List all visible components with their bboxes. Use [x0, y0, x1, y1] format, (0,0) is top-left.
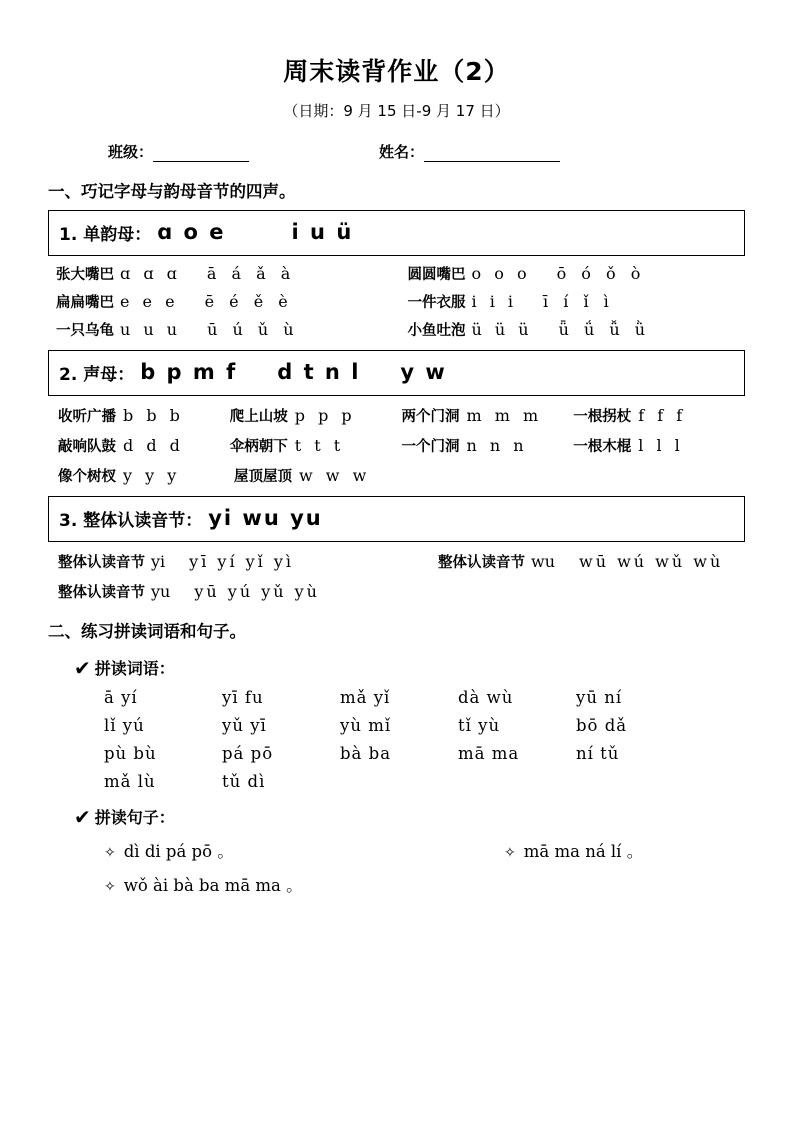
word-cell: ā yí	[104, 688, 138, 707]
sentences-subheading-label: 拼读句子：	[94, 808, 175, 827]
pinyin-tones: yū yú yǔ yù	[194, 582, 320, 601]
word-cell: pá pō	[222, 744, 274, 763]
mnemonic-text: 圆圆嘴巴	[407, 267, 466, 283]
mnemonic-text: 小鱼吐泡	[407, 323, 466, 339]
name-field[interactable]	[379, 141, 560, 162]
pinyin-letters: i i i	[471, 292, 518, 311]
mnemonic-cell	[394, 319, 746, 340]
table-row	[104, 716, 745, 735]
pinyin-tones: yī yí yǐ yì	[189, 552, 295, 571]
mnemonic-cell	[573, 405, 745, 426]
pinyin-letters: e e e	[120, 292, 179, 311]
pinyin-letters: w w w	[299, 466, 371, 485]
class-label: 班级：	[108, 143, 154, 161]
mnemonic-text: 一只乌龟	[56, 323, 114, 339]
mnemonic-text: 一个门洞	[401, 439, 460, 455]
pinyin-letters: u u u	[120, 320, 182, 339]
box-3-label: 3. 整体认读音节：	[59, 510, 203, 531]
mnemonic-text: 两个门洞	[401, 409, 460, 425]
syllable-cell	[58, 581, 438, 602]
word-cell: yī fu	[222, 688, 264, 707]
box-whole-syllables	[48, 496, 745, 542]
mnemonic-cell	[573, 435, 745, 456]
mnemonic-text: 扁扁嘴巴	[56, 295, 114, 311]
word-cell: tǔ dì	[222, 772, 266, 791]
mnemonic-text: 整体认读音节	[58, 555, 145, 571]
diamond-icon: ✧	[104, 845, 116, 861]
student-info-row	[48, 141, 745, 162]
page-title: 周末读背作业（2）	[283, 57, 510, 86]
mnemonic-cell	[230, 405, 402, 426]
table-row	[48, 263, 745, 284]
box-1-letters-b: i u ü	[291, 220, 354, 244]
word-grid	[104, 688, 745, 791]
box-1-letters-a: ɑ o e	[157, 220, 226, 244]
table-row	[48, 291, 745, 312]
mnemonic-text: 整体认读音节	[58, 585, 145, 601]
box-3-letters: yi wu yu	[208, 506, 323, 530]
mnemonic-cell	[402, 405, 574, 426]
section-1-heading: 一、巧记字母与韵母音节的四声。	[48, 182, 296, 201]
pinyin-letters: n n n	[466, 436, 528, 455]
box-single-finals	[48, 210, 745, 256]
pinyin-letters: o o o	[471, 264, 531, 283]
mnemonic-text: 一根木棍	[573, 439, 632, 455]
diamond-icon: ✧	[504, 845, 516, 861]
table-row	[48, 435, 745, 456]
mnemonic-text: 爬上山坡	[229, 409, 288, 425]
mnemonic-cell	[58, 435, 230, 456]
sentence-list	[104, 838, 745, 896]
sentence-text: dì di pá pō 。	[123, 842, 234, 861]
table-row	[104, 772, 745, 791]
name-blank[interactable]	[424, 147, 560, 162]
box-initials	[48, 350, 745, 396]
word-cell: lǐ yú	[104, 716, 145, 735]
words-subheading	[74, 656, 745, 679]
sentence-text: mā ma ná lí 。	[523, 842, 644, 861]
box-1-label: 1. 单韵母：	[59, 224, 152, 245]
mnemonic-text: 收听广播	[58, 409, 116, 425]
pinyin-letters: wu	[531, 552, 555, 571]
mnemonic-text: 伞柄朝下	[229, 439, 288, 455]
mnemonic-text: 敲响队鼓	[58, 439, 116, 455]
single-finals-rows	[48, 263, 745, 340]
mnemonic-cell	[58, 465, 234, 486]
table-row	[104, 872, 745, 896]
syllable-cell	[438, 551, 723, 572]
word-cell: mǎ lù	[104, 772, 156, 791]
syllable-cell	[58, 551, 438, 572]
sentence-item	[104, 838, 504, 862]
mnemonic-text: 一根拐杖	[573, 409, 632, 425]
word-cell: bà ba	[340, 744, 392, 763]
mnemonic-cell	[48, 319, 394, 340]
word-cell: tǐ yù	[458, 716, 501, 735]
pinyin-tones: ō ó ǒ ò	[556, 264, 646, 283]
word-cell: pù bù	[104, 744, 157, 763]
word-cell: yù mǐ	[340, 716, 392, 735]
sentence-text: wǒ ài bà ba mā ma 。	[123, 876, 303, 895]
mnemonic-cell	[48, 291, 394, 312]
box-2-label: 2. 声母：	[59, 364, 135, 385]
mnemonic-text: 像个树杈	[58, 469, 116, 485]
table-row	[48, 581, 745, 602]
sentence-item	[504, 838, 643, 862]
pinyin-tones: ā á ǎ à	[206, 264, 296, 283]
class-blank[interactable]	[153, 147, 249, 162]
pinyin-letters: ɑ ɑ ɑ	[120, 264, 181, 283]
spacer	[249, 141, 379, 162]
mnemonic-cell	[234, 465, 410, 486]
initials-rows	[48, 405, 745, 486]
mnemonic-text: 一件衣服	[407, 295, 466, 311]
word-cell: mǎ yǐ	[340, 688, 391, 707]
pinyin-tones: ǖ ǘ ǚ ǜ	[558, 320, 651, 339]
pinyin-letters: f f f	[638, 406, 687, 425]
mnemonic-cell	[394, 263, 746, 284]
pinyin-letters: b b b	[123, 406, 184, 425]
word-cell: ní tǔ	[576, 744, 620, 763]
table-row	[48, 405, 745, 426]
pinyin-tones: wū wú wǔ wù	[579, 552, 724, 571]
whole-syllables-rows	[48, 551, 745, 602]
table-row	[104, 838, 745, 862]
box-2-letters-c: y w	[400, 360, 447, 384]
pinyin-letters: m m m	[466, 406, 543, 425]
pinyin-letters: y y y	[123, 466, 181, 485]
check-icon: ✔	[74, 655, 91, 680]
table-row	[104, 744, 745, 763]
word-cell: mā ma	[458, 744, 520, 763]
mnemonic-cell	[402, 435, 574, 456]
class-field[interactable]	[108, 141, 249, 162]
pinyin-letters: yi	[151, 552, 166, 571]
mnemonic-cell	[394, 291, 746, 312]
word-cell: bō dǎ	[576, 716, 628, 735]
pinyin-letters: p p p	[294, 406, 356, 425]
table-row	[48, 551, 745, 572]
pinyin-letters: ü ü ü	[471, 320, 533, 339]
pinyin-tones: ī í ǐ ì	[543, 292, 614, 311]
table-row	[104, 688, 745, 707]
pinyin-letters: t t t	[294, 436, 345, 455]
diamond-icon: ✧	[104, 879, 116, 895]
word-cell: dà wù	[458, 688, 514, 707]
table-row	[48, 319, 745, 340]
pinyin-letters: d d d	[123, 436, 184, 455]
pinyin-letters: yu	[151, 582, 171, 601]
sentence-item	[104, 872, 303, 896]
mnemonic-text: 张大嘴巴	[56, 267, 114, 283]
mnemonic-cell	[230, 435, 402, 456]
table-row	[48, 465, 745, 486]
check-icon: ✔	[74, 804, 91, 829]
pinyin-tones: ē é ě è	[204, 292, 293, 311]
section-2-heading: 二、练习拼读词语和句子。	[48, 622, 246, 641]
words-subheading-label: 拼读词语：	[94, 659, 175, 678]
sentences-subheading	[74, 805, 745, 828]
word-cell: yǔ yī	[222, 716, 267, 735]
box-2-letters-b: d t n l	[277, 360, 361, 384]
box-2-letters-a: b p m f	[140, 360, 238, 384]
mnemonic-cell	[48, 263, 394, 284]
pinyin-tones: ū ú ǔ ù	[207, 320, 299, 339]
page-subtitle: （日期：9 月 15 日-9 月 17 日）	[283, 102, 510, 120]
pinyin-letters: l l l	[638, 436, 684, 455]
name-label: 姓名：	[379, 143, 425, 161]
mnemonic-cell	[58, 405, 230, 426]
word-cell: yū ní	[576, 688, 623, 707]
mnemonic-text: 屋顶屋顶	[234, 469, 292, 485]
mnemonic-text: 整体认读音节	[438, 555, 525, 571]
